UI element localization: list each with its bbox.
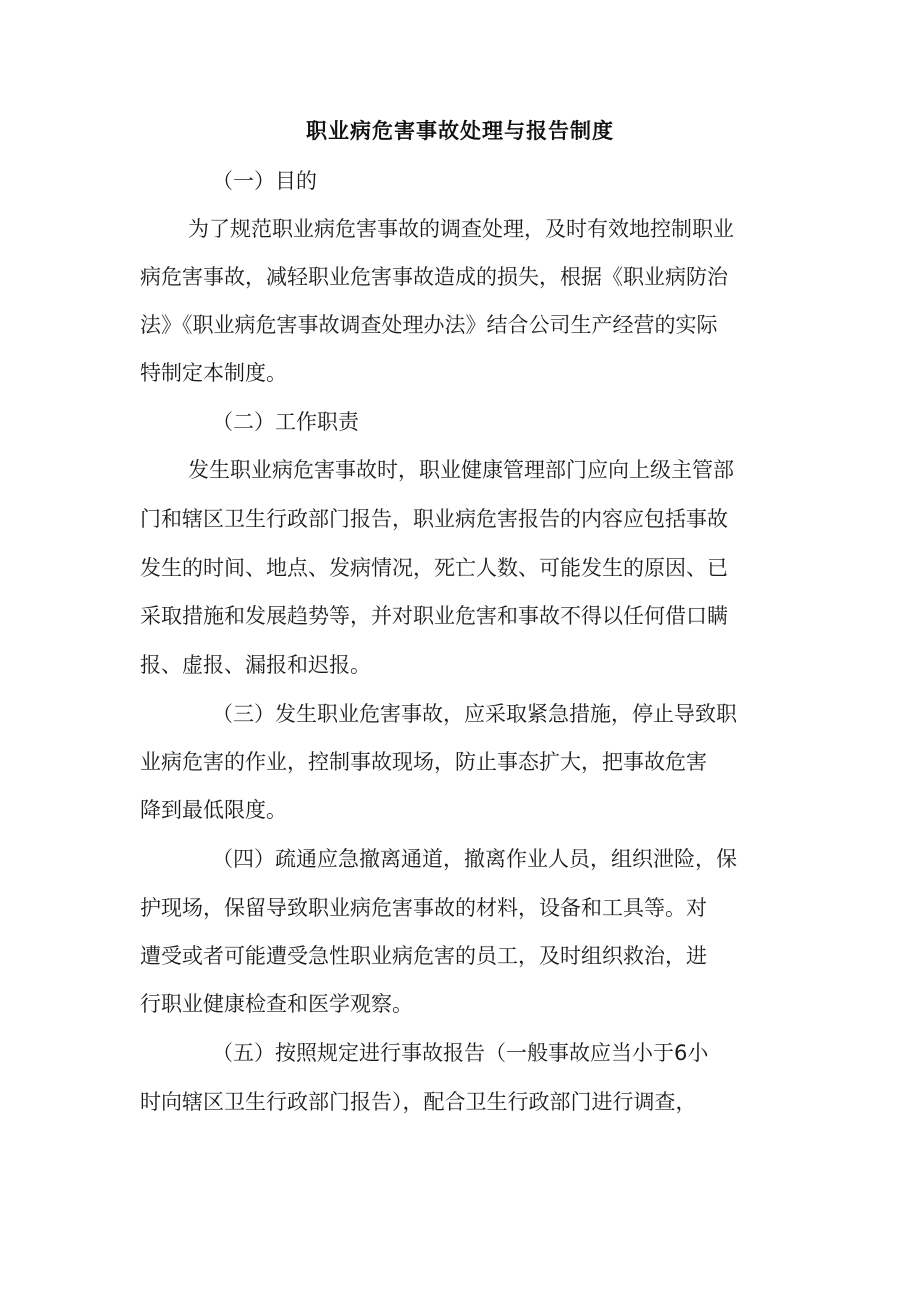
paragraph-line: 报、虚报、漏报和迟报。: [140, 653, 371, 677]
section-four-line: （四）疏通应急撤离通道，撤离作业人员，组织泄险，保: [212, 847, 737, 871]
paragraph-line: 业病危害的作业，控制事故现场，防止事态扩大，把事故危害: [140, 750, 707, 774]
section-five-line: （五）按照规定进行事故报告（一般事故应当小于6小: [212, 1041, 709, 1065]
section-heading-purpose: （一）目的: [212, 169, 317, 193]
paragraph-line: 病危害事故，减轻职业危害事故造成的损失，根据《职业病防治: [140, 265, 728, 289]
paragraph-line: 行职业健康检查和医学观察。: [140, 992, 413, 1016]
paragraph-line: 降到最低限度。: [140, 798, 287, 822]
paragraph-line: 发生职业病危害事故时，职业健康管理部门应向上级主管部: [188, 458, 734, 482]
paragraph-line: 遭受或者可能遭受急性职业病危害的员工，及时组织救治，进: [140, 944, 707, 968]
section-heading-duties: （二）工作职责: [212, 410, 359, 434]
document-title: 职业病危害事故处理与报告制度: [306, 118, 614, 143]
paragraph-line: 时向辖区卫生行政部门报告），配合卫生行政部门进行调查，: [140, 1090, 697, 1114]
paragraph-line: 发生的时间、地点、发病情况，死亡人数、可能发生的原因、已: [140, 556, 728, 580]
paragraph-line: 采取措施和发展趋势等，并对职业危害和事故不得以任何借口瞒: [140, 604, 728, 628]
paragraph-line: 门和辖区卫生行政部门报告，职业病危害报告的内容应包括事故: [140, 507, 728, 531]
paragraph-line: 特制定本制度。: [140, 361, 287, 385]
paragraph-line: 法》《职业病危害事故调查处理办法》结合公司生产经营的实际: [140, 313, 718, 337]
section-three-line: （三）发生职业危害事故，应采取紧急措施，停止导致职: [212, 702, 737, 726]
paragraph-line: 护现场，保留导致职业病危害事故的材料，设备和工具等。对: [140, 896, 707, 920]
paragraph-line: 为了规范职业病危害事故的调查处理，及时有效地控制职业: [188, 217, 734, 241]
